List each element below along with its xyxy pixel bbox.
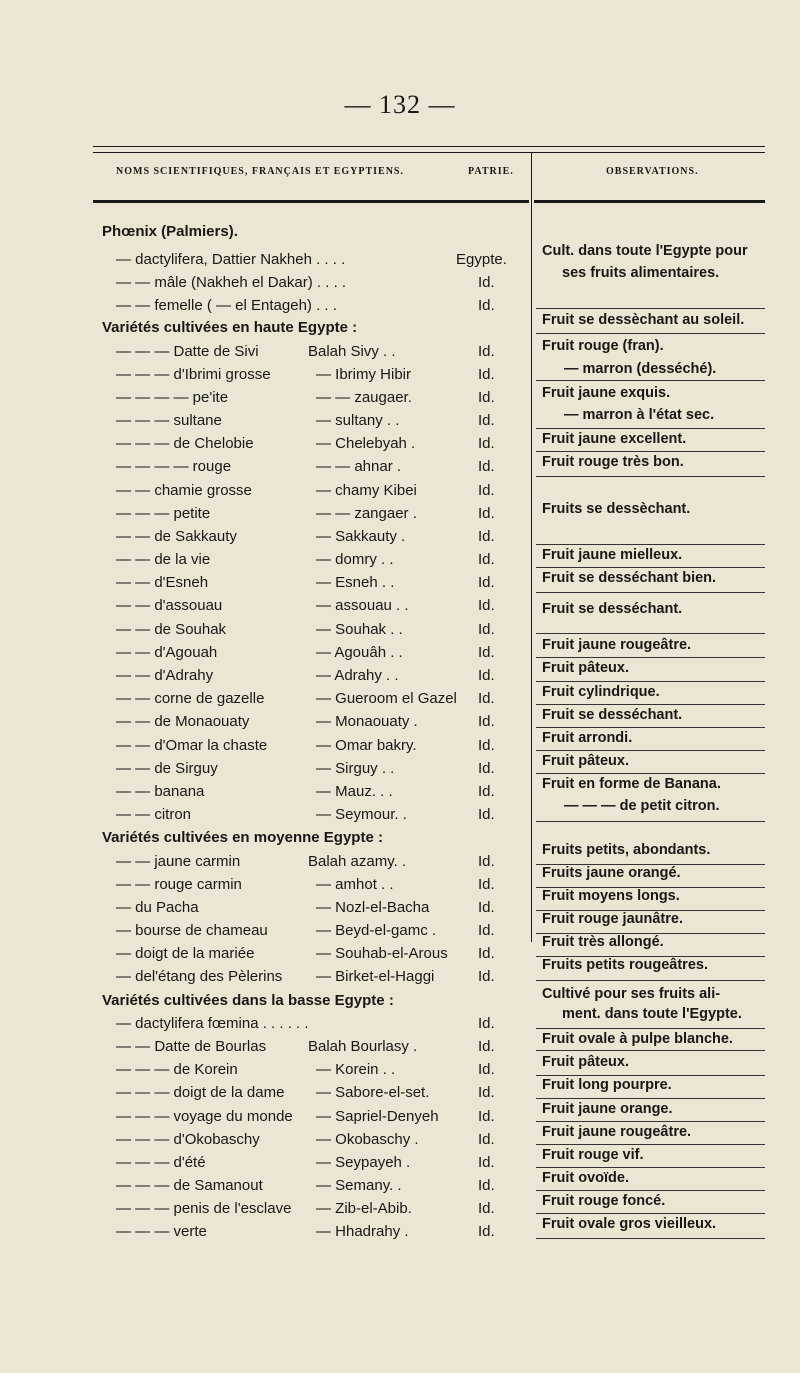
row-patrie: Id. (478, 760, 495, 777)
row-name: — — d'assouau (116, 597, 223, 614)
header-names: NOMS SCIENTIFIQUES, FRANÇAIS ET EGYPTIENS. (116, 166, 404, 177)
row-patrie: Id. (478, 899, 495, 916)
observation-text: ses fruits alimentaires. (562, 265, 720, 281)
observation-text: — marron (desséché). (564, 361, 717, 377)
row-name: — — jaune carmin (116, 853, 241, 870)
row-patrie: Id. (478, 482, 495, 499)
observation-text: Fruit se desséchant bien. (542, 570, 717, 586)
row-name: — — — voyage du monde (116, 1108, 293, 1125)
row-egyptian-name: — Korein . . (316, 1061, 396, 1078)
observation-divider (536, 308, 765, 309)
observation-divider (536, 956, 765, 957)
observation-text: Fruit pâteux. (542, 660, 630, 676)
observation-text: Fruit très allongé. (542, 934, 664, 950)
row-patrie: Id. (478, 574, 495, 591)
row-name: Variétés cultivées en moyenne Egypte : (102, 829, 383, 846)
header-rule-right (534, 200, 765, 203)
row-name: — — mâle (Nakheh el Dakar) . . . . (116, 274, 347, 291)
row-egyptian-name: — Birket-el-Haggi (316, 968, 435, 985)
row-name: Variétés cultivées dans la basse Egypte : (102, 992, 394, 1009)
observation-divider (536, 681, 765, 682)
row-patrie: Id. (478, 713, 495, 730)
row-name: — — — — rouge (116, 458, 232, 475)
observation-text: Fruit pâteux. (542, 1054, 630, 1070)
observation-text: Fruits jaune orangé. (542, 865, 681, 881)
row-patrie: Id. (478, 1131, 495, 1148)
row-egyptian-name: — Mauz. . . (316, 783, 393, 800)
row-egyptian-name: — Semany. . (316, 1177, 402, 1194)
row-patrie: Id. (478, 876, 495, 893)
row-name: — — — d'Okobaschy (116, 1131, 260, 1148)
observation-divider (536, 1238, 765, 1239)
row-patrie: Id. (478, 1108, 495, 1125)
observation-text: Fruit en forme de Banana. (542, 776, 721, 792)
observation-divider (536, 1050, 765, 1051)
row-patrie: Id. (478, 690, 495, 707)
row-egyptian-name: — Okobaschy . (316, 1131, 419, 1148)
row-egyptian-name: — Adrahy . . (316, 667, 399, 684)
row-egyptian-name: — Gueroom el Gazel (316, 690, 457, 707)
row-patrie: Id. (478, 412, 495, 429)
row-egyptian-name: — sultany . . (316, 412, 400, 429)
observation-divider (536, 476, 765, 477)
row-name: — — — de Korein (116, 1061, 238, 1078)
observation-text: Fruit pâteux. (542, 753, 630, 769)
observation-divider (536, 1167, 765, 1168)
row-egyptian-name: Balah Sivy . . (308, 343, 396, 360)
row-name: — — femelle ( — el Entageh) . . . (116, 297, 337, 314)
row-egyptian-name: — — zaugaer. (316, 389, 412, 406)
observation-text: Fruit rouge foncé. (542, 1193, 666, 1209)
observation-divider (536, 567, 765, 568)
observation-text: Fruit rouge très bon. (542, 454, 684, 470)
observation-divider (536, 773, 765, 774)
row-patrie: Id. (478, 922, 495, 939)
header-patrie: PATRIE. (468, 166, 514, 177)
observation-divider (536, 428, 765, 429)
observation-text: — — — de petit citron. (564, 798, 720, 814)
row-egyptian-name: — Nozl-el-Bacha (316, 899, 430, 916)
row-patrie: Id. (478, 737, 495, 754)
row-patrie: Id. (478, 968, 495, 985)
row-patrie: Id. (478, 366, 495, 383)
observation-divider (536, 1213, 765, 1214)
row-patrie: Id. (478, 1015, 495, 1032)
observation-text: Fruit rouge (fran). (542, 338, 664, 354)
row-name: — — banana (116, 783, 205, 800)
row-patrie: Id. (478, 783, 495, 800)
observation-divider (536, 864, 765, 865)
row-egyptian-name: — Esneh . . (316, 574, 395, 591)
row-egyptian-name: — Souhak . . (316, 621, 403, 638)
observation-divider (536, 910, 765, 911)
row-patrie: Id. (478, 1177, 495, 1194)
row-patrie: Id. (478, 389, 495, 406)
observation-text: Fruit se desséchant. (542, 707, 683, 723)
row-patrie: Id. (478, 806, 495, 823)
row-patrie: Id. (478, 1223, 495, 1240)
row-name: — del'étang des Pèlerins (116, 968, 283, 985)
row-name: — — — penis de l'esclave (116, 1200, 292, 1217)
observation-text: ment. dans toute l'Egypte. (562, 1006, 742, 1022)
row-patrie: Id. (478, 644, 495, 661)
row-egyptian-name: — Sabore-el-set. (316, 1084, 430, 1101)
observation-text: Fruits petits rougeâtres. (542, 957, 708, 973)
observation-text: Fruit jaune mielleux. (542, 547, 683, 563)
row-egyptian-name: — Souhab-el-Arous (316, 945, 448, 962)
row-egyptian-name: — Sirguy . . (316, 760, 395, 777)
row-patrie: Id. (478, 621, 495, 638)
row-patrie: Id. (478, 1200, 495, 1217)
row-name: — — Datte de Bourlas (116, 1038, 267, 1055)
row-name: — — citron (116, 806, 192, 823)
row-patrie: Id. (478, 343, 495, 360)
header-observations: OBSERVATIONS. (606, 166, 699, 177)
row-egyptian-name: — Zib-el-Abib. (316, 1200, 412, 1217)
observation-divider (536, 1144, 765, 1145)
row-patrie: Id. (478, 853, 495, 870)
row-name: Variétés cultivées en haute Egypte : (102, 319, 358, 336)
page-number: — 132 — (344, 90, 456, 119)
observation-divider (536, 1028, 765, 1029)
row-egyptian-name: — domry . . (316, 551, 394, 568)
observation-text: Cultivé pour ses fruits ali- (542, 986, 721, 1002)
observation-text: Fruits petits, abondants. (542, 842, 711, 858)
observation-text: Fruit se dessèchant au soleil. (542, 312, 745, 328)
row-name: — — de la vie (116, 551, 211, 568)
observation-text: Cult. dans toute l'Egypte pour (542, 243, 748, 259)
row-name: Phœnix (Palmiers). (102, 223, 238, 240)
observation-text: Fruit jaune exquis. (542, 385, 671, 401)
row-egyptian-name: — Beyd-el-gamc . (316, 922, 437, 939)
row-patrie: Id. (478, 435, 495, 452)
row-name: — — de Souhak (116, 621, 227, 638)
observation-text: Fruit arrondi. (542, 730, 633, 746)
observation-divider (536, 1121, 765, 1122)
observation-divider (536, 750, 765, 751)
observation-divider (536, 704, 765, 705)
observation-text: Fruit long pourpre. (542, 1077, 672, 1093)
observation-text: Fruit ovoïde. (542, 1170, 629, 1186)
row-patrie: Id. (478, 274, 495, 291)
row-egyptian-name: — Sapriel-Denyeh (316, 1108, 439, 1125)
top-rule-2 (93, 152, 765, 153)
row-patrie: Id. (478, 1061, 495, 1078)
row-egyptian-name: — Seymour. . (316, 806, 407, 823)
row-patrie: Id. (478, 597, 495, 614)
observation-divider (536, 727, 765, 728)
row-name: — — de Sakkauty (116, 528, 237, 545)
row-egyptian-name: — Ibrimy Hibir (316, 366, 412, 383)
row-name: — — d'Omar la chaste (116, 737, 268, 754)
header-rule-left (93, 200, 529, 203)
observation-text: Fruit jaune excellent. (542, 431, 687, 447)
row-egyptian-name: — chamy Kibei (316, 482, 417, 499)
row-name: — du Pacha (116, 899, 199, 916)
observation-text: Fruit ovale gros vieilleux. (542, 1216, 717, 1232)
observation-divider (536, 1075, 765, 1076)
observation-text: Fruit jaune rougeâtre. (542, 637, 692, 653)
row-egyptian-name: — Monaouaty . (316, 713, 418, 730)
row-patrie: Id. (478, 1084, 495, 1101)
observation-divider (536, 380, 765, 381)
observation-divider (536, 592, 765, 593)
row-egyptian-name: — — ahnar . (316, 458, 402, 475)
row-name: — — d'Adrahy (116, 667, 214, 684)
observation-text: Fruit ovale à pulpe blanche. (542, 1031, 733, 1047)
row-patrie: Id. (478, 551, 495, 568)
row-egyptian-name: — Chelebyah . (316, 435, 416, 452)
top-rule-1 (93, 146, 765, 147)
observation-divider (536, 1098, 765, 1099)
row-egyptian-name: — Agouâh . . (316, 644, 403, 661)
observation-divider (536, 980, 765, 981)
row-egyptian-name: — — zangaer . (316, 505, 417, 522)
row-name: — — — sultane (116, 412, 222, 429)
row-name: — — — d'été (116, 1154, 206, 1171)
row-name: — — — doigt de la dame (116, 1084, 285, 1101)
row-name: — — corne de gazelle (116, 690, 265, 707)
observation-divider (536, 333, 765, 334)
row-name: — — — verte (116, 1223, 207, 1240)
observation-text: Fruit rouge vif. (542, 1147, 644, 1163)
row-patrie: Id. (478, 528, 495, 545)
row-egyptian-name: — amhot . . (316, 876, 394, 893)
row-name: — — — de Samanout (116, 1177, 263, 1194)
observation-divider (536, 657, 765, 658)
observation-text: Fruit jaune orange. (542, 1101, 673, 1117)
row-egyptian-name: — Seypayeh . (316, 1154, 411, 1171)
row-patrie: Id. (478, 505, 495, 522)
observation-divider (536, 1190, 765, 1191)
row-name: — — — Datte de Sivi (116, 343, 259, 360)
observation-text: Fruit jaune rougeâtre. (542, 1124, 692, 1140)
row-egyptian-name: Balah azamy. . (308, 853, 407, 870)
observation-divider (536, 887, 765, 888)
row-name: — — — d'Ibrimi grosse (116, 366, 271, 383)
observation-text: — marron à l'état sec. (564, 407, 715, 423)
row-egyptian-name: — Sakkauty . (316, 528, 406, 545)
row-egyptian-name: — Omar bakry. (316, 737, 417, 754)
row-egyptian-name: Balah Bourlasy . (308, 1038, 418, 1055)
row-name: — — — — pe'ite (116, 389, 229, 406)
observation-text: Fruits se dessèchant. (542, 501, 691, 517)
observation-text: Fruit cylindrique. (542, 684, 660, 700)
observation-text: Fruit rouge jaunâtre. (542, 911, 683, 927)
row-patrie: Id. (478, 667, 495, 684)
observation-divider (536, 933, 765, 934)
row-name: — — d'Esneh (116, 574, 209, 591)
row-name: — — d'Agouah (116, 644, 218, 661)
row-name: — — — petite (116, 505, 211, 522)
observation-divider (536, 451, 765, 452)
row-name: — doigt de la mariée (116, 945, 255, 962)
row-name: — — chamie grosse (116, 482, 252, 499)
column-separator (531, 152, 532, 942)
row-patrie: Id. (478, 297, 495, 314)
row-name: — — de Monaouaty (116, 713, 250, 730)
observation-divider (536, 821, 765, 822)
row-name: — — de Sirguy (116, 760, 218, 777)
row-name: — bourse de chameau (116, 922, 268, 939)
observation-divider (536, 544, 765, 545)
row-name: — dactylifera, Dattier Nakheh . . . . (116, 251, 346, 268)
row-name: — — rouge carmin (116, 876, 242, 893)
observation-divider (536, 633, 765, 634)
observation-text: Fruit moyens longs. (542, 888, 680, 904)
row-egyptian-name: — Hhadrahy . (316, 1223, 409, 1240)
row-name: — dactylifera fœmina . . . . . . (116, 1015, 309, 1032)
row-patrie: Id. (478, 458, 495, 475)
row-patrie: Egypte. (456, 251, 507, 268)
observation-text: Fruit se desséchant. (542, 601, 683, 617)
row-patrie: Id. (478, 1154, 495, 1171)
row-patrie: Id. (478, 945, 495, 962)
row-name: — — — de Chelobie (116, 435, 254, 452)
row-patrie: Id. (478, 1038, 495, 1055)
row-egyptian-name: — assouau . . (316, 597, 409, 614)
